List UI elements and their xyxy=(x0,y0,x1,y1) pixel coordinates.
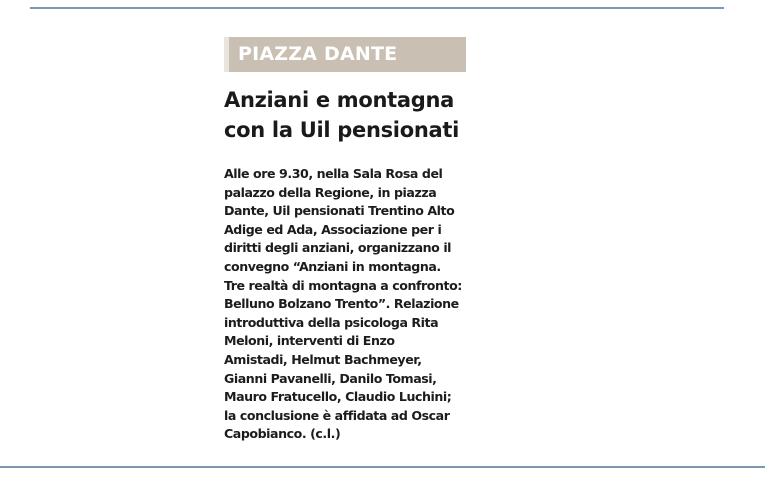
body-line: Alle ore 9.30, nella Sala Rosa del xyxy=(224,166,443,181)
headline-line: Anziani e montagna xyxy=(224,88,455,112)
body-line: Adige ed Ada, Associazione per i xyxy=(224,221,442,237)
body-line: Mauro Fratucello, Claudio Luchini; xyxy=(224,389,452,405)
body-line: la conclusione è affidata ad Oscar xyxy=(224,407,450,423)
bottom-rule xyxy=(0,466,765,468)
headline-line: con la Uil pensionati xyxy=(224,118,459,142)
body-line: Gianni Pavanelli, Danilo Tomasi, xyxy=(224,370,437,386)
article-headline xyxy=(224,85,466,145)
article xyxy=(224,37,466,444)
body-line: diritti degli anziani, organizzano il xyxy=(224,240,452,256)
section-kicker xyxy=(224,37,466,72)
body-line: Dante, Uil pensionati Trentino Alto xyxy=(224,203,455,219)
top-rule xyxy=(30,7,724,9)
body-line: Meloni, interventi di Enzo xyxy=(224,333,395,349)
body-line: palazzo della Regione, in piazza xyxy=(224,184,437,200)
kicker-accent-bar xyxy=(224,37,229,72)
body-line: introduttiva della psicologa Rita xyxy=(224,314,439,330)
kicker-label: PIAZZA DANTE xyxy=(238,43,398,65)
article-body xyxy=(224,165,466,444)
body-line: Capobianco. (c.l.) xyxy=(224,426,341,442)
body-line: Tre realtà di montagna a confronto: xyxy=(224,277,462,293)
body-line: convegno “Anziani in montagna. xyxy=(224,258,441,274)
body-line: Belluno Bolzano Trento”. Relazione xyxy=(224,296,459,312)
body-line: Amistadi, Helmut Bachmeyer, xyxy=(224,351,422,367)
